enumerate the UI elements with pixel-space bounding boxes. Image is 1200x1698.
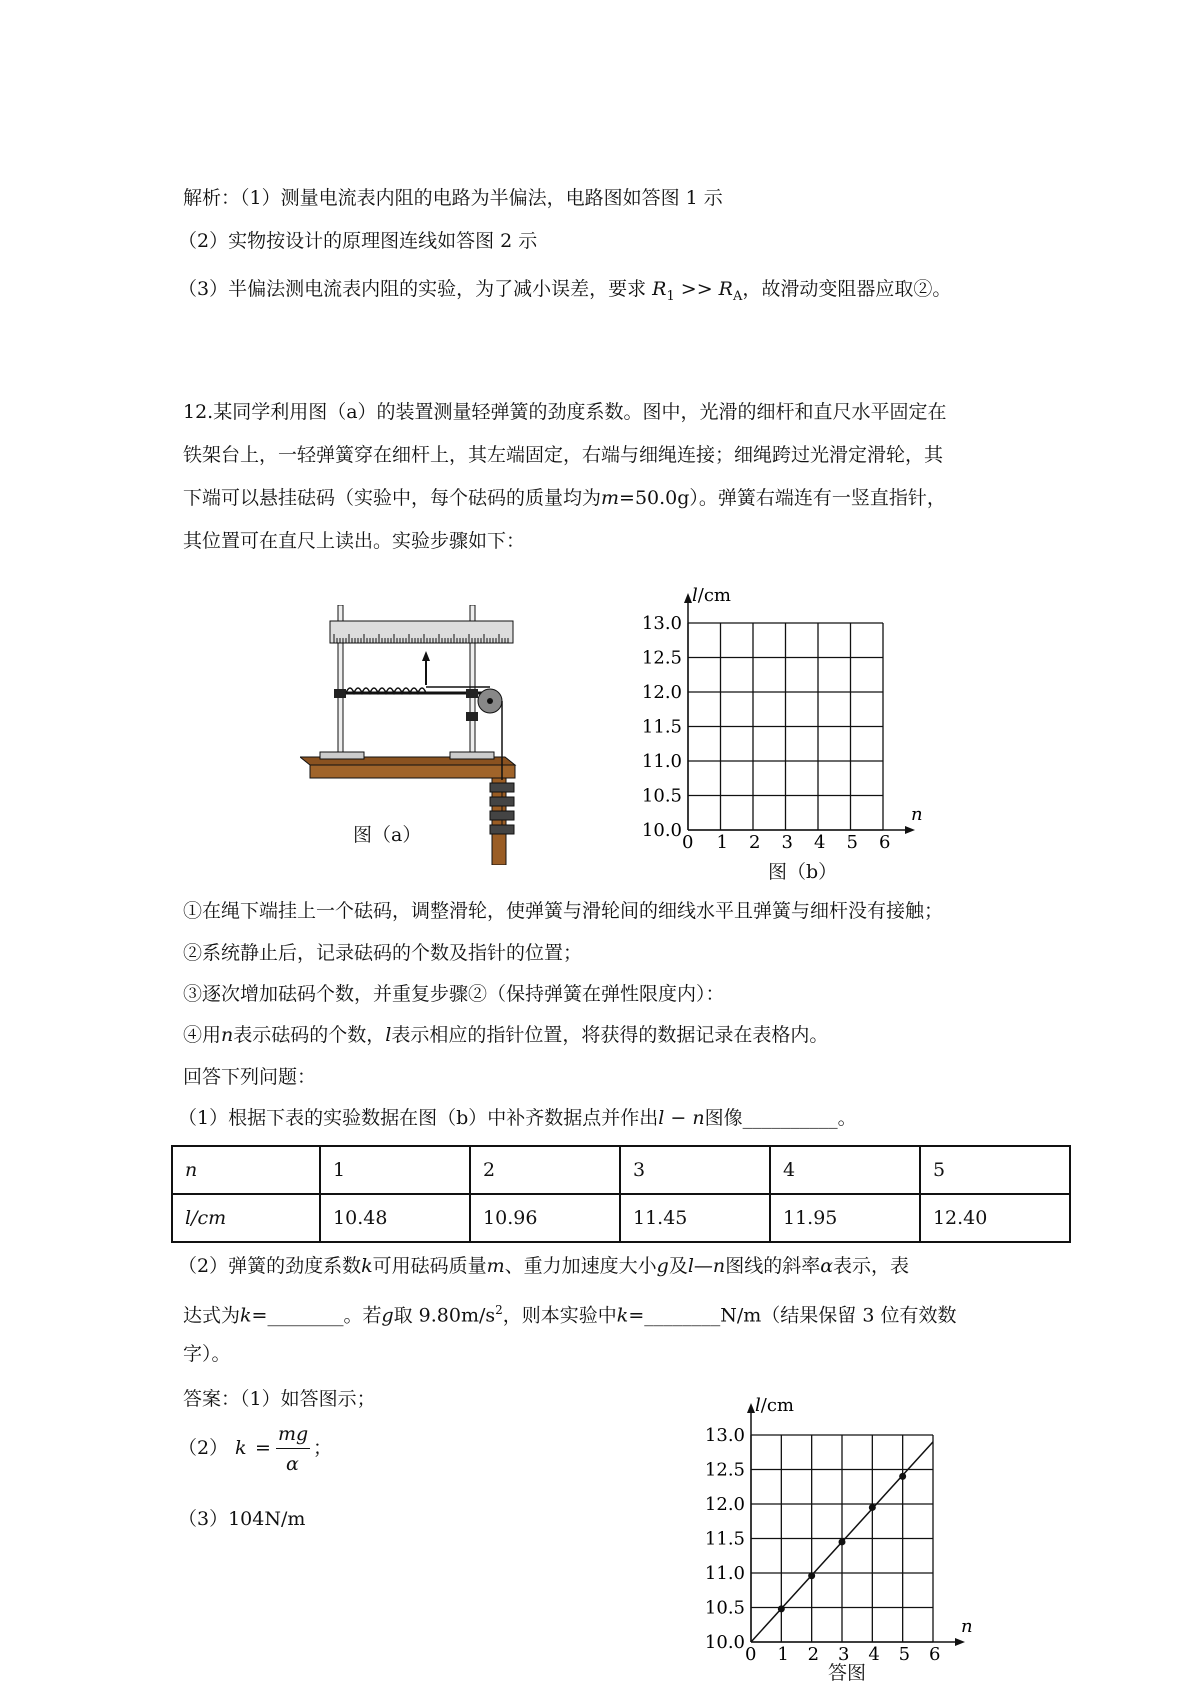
l-symbol: l	[385, 1024, 392, 1046]
fraction-denominator: α	[286, 1453, 299, 1475]
q2-text: ，则本实验中	[502, 1304, 617, 1327]
ra-subscript: A	[732, 288, 743, 304]
data-point	[808, 1572, 815, 1579]
empty-grid-figure	[628, 585, 988, 855]
equals-sign: =	[255, 1437, 271, 1459]
step-2: ②系统静止后，记录砝码的个数及指针的位置；	[183, 942, 583, 964]
figure-b-caption: 图（b）	[768, 861, 838, 883]
data-point	[899, 1473, 906, 1480]
question-line-4: 其位置可在直尺上读出。实验步骤如下：	[183, 530, 526, 552]
x-axis-arrow	[905, 826, 915, 834]
much-greater-sign: >>	[680, 278, 713, 300]
y-tick-label: 10.5	[704, 1597, 745, 1619]
step-4-c: 表示相应的指针位置，将获得的数据记录在表格内。	[391, 1024, 829, 1046]
q2-text: （2）弹簧的劲度系数	[178, 1255, 362, 1277]
analysis-line-1: 解析：（1）测量电流表内阻的电路为半偏法，电路图如答图 1 示	[183, 187, 723, 209]
data-table	[171, 1145, 1071, 1243]
x-axis-label: n	[961, 1616, 973, 1637]
fraction-bar	[276, 1448, 310, 1449]
answer-1: 答案：（1）如答图示；	[183, 1388, 376, 1410]
table-header-l: l/cm	[172, 1194, 320, 1242]
y-axis-arrow	[747, 1403, 755, 1413]
q2-text: 取 9.80m/s	[393, 1304, 496, 1327]
y-tick-label: 13.0	[704, 1425, 745, 1446]
x-tick-label: 2	[749, 832, 761, 853]
step-3: ③逐次增加砝码个数，并重复步骤②（保持弹簧在弹性限度内）：	[183, 983, 725, 1005]
x-tick-label: 4	[814, 832, 826, 853]
question-line-3	[183, 486, 946, 510]
y-axis-arrow	[684, 593, 692, 603]
table-cell: 10.48	[320, 1194, 470, 1242]
data-point	[778, 1605, 785, 1612]
n-symbol: n	[221, 1024, 234, 1046]
analysis-line-2: （2）实物按设计的原理图连线如答图 2 示	[178, 230, 538, 252]
y-tick-label: 11.5	[641, 716, 682, 738]
g-symbol: g	[656, 1255, 669, 1277]
table-cell: 12.40	[920, 1194, 1070, 1242]
analysis-line-3	[178, 277, 951, 309]
x-tick-label: 3	[781, 832, 793, 853]
q1-b: 图像__________。	[704, 1107, 857, 1129]
r1-symbol: R	[652, 278, 667, 300]
q2-text: 达式为	[183, 1304, 241, 1327]
answer-chart-caption: 答图	[828, 1662, 867, 1684]
y-tick-label: 11.0	[641, 751, 682, 772]
table-cell: 11.95	[770, 1194, 920, 1242]
x-axis-label: n	[911, 804, 923, 825]
ask-line: 回答下列问题：	[183, 1066, 317, 1088]
step-4-a: ④用	[183, 1024, 222, 1046]
ruler	[330, 621, 513, 643]
x-tick-label: 1	[777, 1644, 789, 1665]
answer-3: （3）104N/m	[178, 1508, 306, 1530]
table-cell: 4	[770, 1146, 920, 1194]
question-line-3-a: 下端可以悬挂砝码（实验中，每个砝码的质量均为	[183, 487, 602, 509]
x-tick-label: 2	[807, 1644, 820, 1665]
q2-text: 及	[668, 1255, 688, 1277]
data-point	[869, 1504, 876, 1511]
table-cell: 1	[320, 1146, 470, 1194]
x-tick-label: 5	[898, 1644, 911, 1665]
y-tick-label: 12.0	[641, 682, 682, 703]
x-tick-label: 0	[682, 832, 694, 853]
x-tick-label: 4	[868, 1644, 880, 1665]
step-4	[183, 1023, 828, 1047]
x-axis-arrow	[955, 1638, 965, 1646]
pulley-axle	[487, 698, 493, 704]
answer-2-prefix: （2）	[178, 1437, 229, 1459]
y-axis-label: l/cm	[755, 1397, 794, 1416]
step-4-b: 表示砝码的个数，	[233, 1024, 386, 1046]
q1-expr: l − n	[658, 1107, 705, 1129]
answer-chart	[696, 1397, 1016, 1667]
q2-line-1	[178, 1254, 909, 1278]
question-line-3-b: =50.0g）。弹簧右端连有一竖直指针，	[619, 487, 946, 509]
answer-2-suffix: ；	[313, 1437, 333, 1459]
g-symbol: g	[381, 1304, 394, 1327]
q2-text: 、重力加速度大小	[504, 1255, 657, 1277]
q2-text: 可用砝码质量	[372, 1255, 487, 1277]
analysis-line-3-b: ，故滑动变阻器应取②。	[742, 278, 952, 300]
y-tick-label: 11.0	[704, 1563, 745, 1584]
right-clamp	[466, 689, 478, 698]
q1-line	[178, 1106, 857, 1130]
q2-line-2	[183, 1298, 956, 1327]
question-line-2: 铁架台上，一轻弹簧穿在细杆上，其左端固定，右端与细绳连接；细绳跨过光滑定滑轮，其	[183, 444, 944, 466]
ln-symbol: l—n	[687, 1255, 726, 1277]
mass-symbol: m	[601, 487, 620, 509]
step-1: ①在绳下端挂上一个砝码，调整滑轮，使弹簧与滑轮间的细线水平且弹簧与细杆没有接触；	[183, 900, 944, 922]
r1-subscript: 1	[666, 288, 675, 304]
figure-a-caption: 图（a）	[353, 824, 422, 846]
y-tick-label: 12.0	[704, 1494, 745, 1515]
table-row-l	[172, 1194, 1070, 1242]
x-tick-label: 1	[716, 832, 728, 853]
q2-text: =________N/m（结果保留 3 位有效数	[628, 1304, 957, 1327]
pulley-clamp	[466, 712, 478, 721]
ra-symbol: R	[718, 278, 733, 300]
q2-line-3: 字）。	[183, 1343, 231, 1365]
y-tick-label: 10.5	[641, 785, 682, 807]
k-symbol: k	[616, 1304, 629, 1327]
x-tick-label: 0	[745, 1644, 757, 1665]
table-row-n	[172, 1146, 1070, 1194]
y-axis-label: l/cm	[692, 585, 731, 606]
alpha-symbol: α	[820, 1255, 834, 1277]
left-clamp	[334, 689, 346, 698]
y-tick-label: 12.5	[704, 1459, 745, 1481]
y-tick-label: 13.0	[641, 613, 682, 634]
table-cell: 11.45	[620, 1194, 770, 1242]
table-cell: 5	[920, 1146, 1070, 1194]
m-symbol: m	[486, 1255, 505, 1277]
k-symbol: k	[240, 1304, 252, 1327]
q2-text: =________。若	[251, 1304, 382, 1327]
analysis-line-3-a: （3）半偏法测电流表内阻的实验，为了减小误差，要求	[178, 278, 647, 300]
pointer-arrow	[422, 651, 430, 661]
y-tick-label: 10.0	[704, 1632, 745, 1653]
x-tick-label: 6	[929, 1644, 941, 1665]
k-symbol: k	[235, 1437, 247, 1459]
table-cell: 2	[470, 1146, 620, 1194]
q2-text: 表示，表	[833, 1255, 910, 1277]
x-tick-label: 6	[879, 832, 891, 853]
table-cell: 3	[620, 1146, 770, 1194]
table-cell: 10.96	[470, 1194, 620, 1242]
exponent: 2	[495, 1303, 503, 1317]
table-header-n: n	[172, 1146, 320, 1194]
x-tick-label: 3	[838, 1644, 850, 1665]
y-tick-label: 11.5	[704, 1528, 745, 1550]
question-line-1: 12.某同学利用图（a）的装置测量轻弹簧的劲度系数。图中，光滑的细杆和直尺水平固定在	[183, 401, 947, 423]
q1-a: （1）根据下表的实验数据在图（b）中补齐数据点并作出	[178, 1107, 659, 1129]
y-tick-label: 10.0	[641, 820, 682, 841]
q2-text: 图线的斜率	[725, 1255, 821, 1277]
x-tick-label: 5	[846, 832, 858, 853]
fraction-numerator: mg	[278, 1423, 309, 1445]
k-symbol: k	[361, 1255, 373, 1277]
table-top	[300, 757, 515, 778]
y-tick-label: 12.5	[641, 647, 682, 669]
data-point	[839, 1538, 846, 1545]
